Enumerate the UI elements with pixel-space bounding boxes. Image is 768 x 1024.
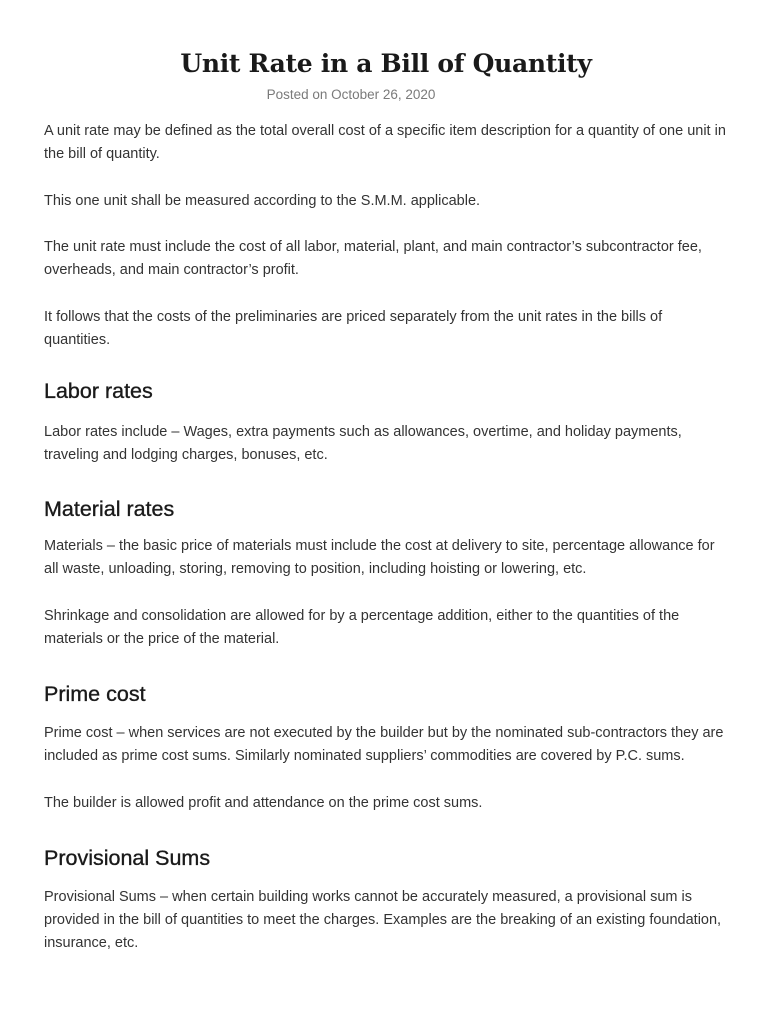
section-paragraph: The builder is allowed profit and attendance on the prime cost sums. [44,795,483,811]
section-paragraph: Shrinkage and consolidation are allowed for by a percentage addition, either to the quantities of the materials or the price of the material. [44,608,680,647]
article-body [44,120,728,955]
posted-date: Posted on October 26, 2020 [266,87,436,102]
section-paragraph: Materials – the basic price of materials must include the cost at delivery to site, percentage allowance for all waste, unloading, storing, removing to position, including hoisting or lowering, etc. [44,538,715,577]
section-paragraph: Prime cost – when services are not executed by the builder but by the nominated sub-contractors they are included as prime cost sums. Similarly nominated suppliers’ commodities are covered by P.C. sums. [44,725,724,764]
section-heading: Material rates [44,497,175,521]
section-paragraph: Labor rates include – Wages, extra payments such as allowances, overtime, and holiday payments, traveling and lodging charges, bonuses, etc. [44,424,682,463]
section-heading: Labor rates [44,379,153,403]
intro-paragraph: It follows that the costs of the preliminaries are priced separately from the unit rates in the bills of quantities. [44,309,663,348]
article-title: Unit Rate in a Bill of Quantity [180,49,592,78]
section-heading: Prime cost [44,682,146,706]
intro-paragraph: A unit rate may be defined as the total overall cost of a specific item description for a quantity of one unit in the bill of quantity. [44,123,726,162]
intro-paragraph: This one unit shall be measured according to the S.M.M. applicable. [44,193,481,209]
section-heading: Provisional Sums [44,846,211,870]
section-paragraph: Provisional Sums – when certain building works cannot be accurately measured, a provisional sum is provided in the bill of quantities to meet the charges. Examples are the breaking of an existing foundation, insurance, etc. [44,889,722,951]
intro-paragraph: The unit rate must include the cost of all labor, material, plant, and main contractor’s subcontractor fee, overheads, and main contractor’s profit. [44,239,702,278]
